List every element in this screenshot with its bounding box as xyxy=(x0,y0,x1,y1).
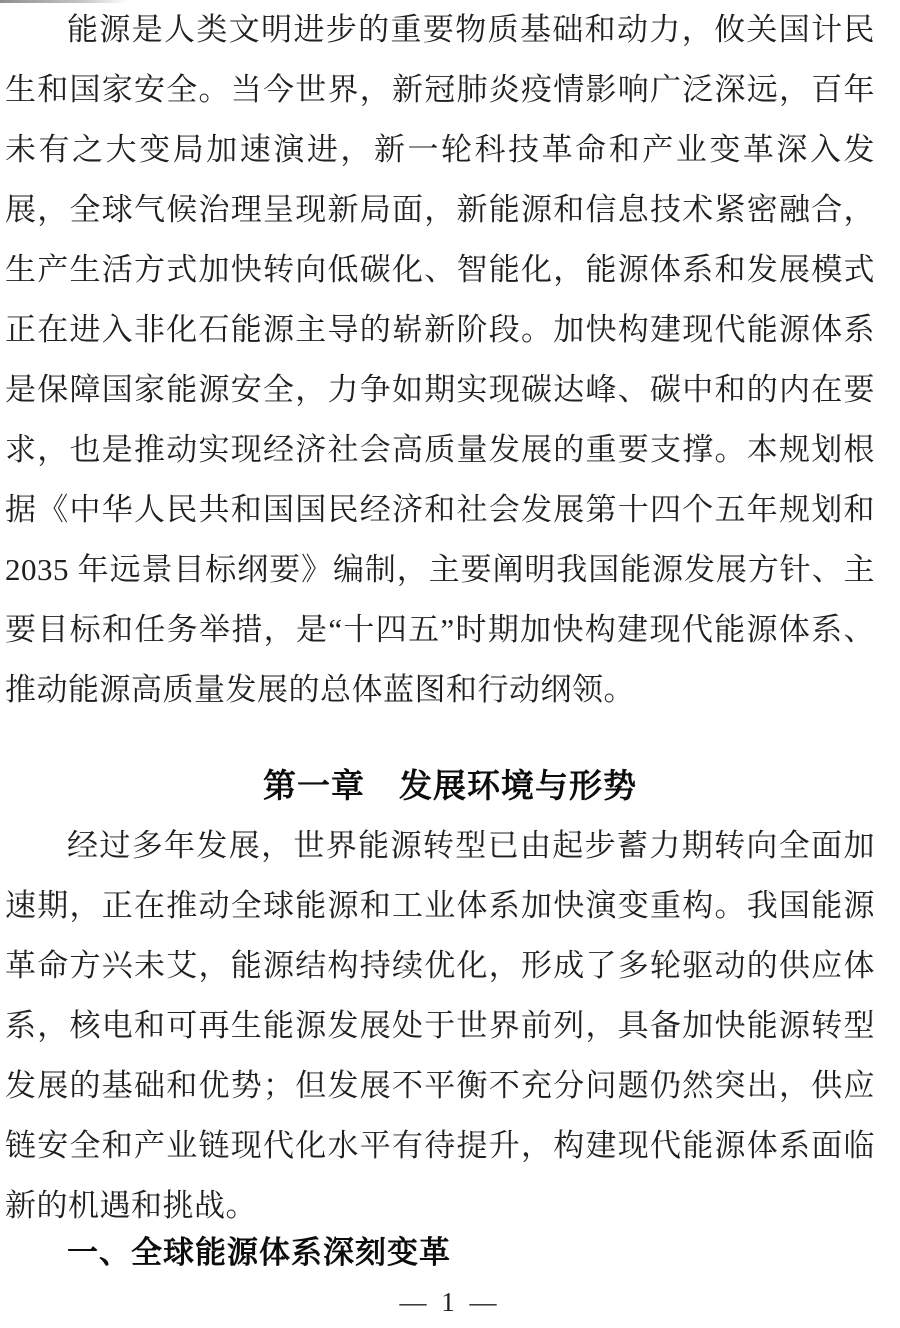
chapter-heading: 第一章 发展环境与形势 xyxy=(263,769,637,805)
chapter1-paragraph: 经过多年发展，世界能源转型已由起步蓄力期转向全面加速期，正在推动全球能源和工业体系加快演变重构。我国能源革命方兴未艾，能源结构持续优化，形成了多轮驱动的供应体系，核电和可再生能源发展处于世界前列，具备加快能源转型发展的基础和优势；但发展不平衡不充分问题仍然突出，供应链安全和产业链现代化水平有待提升，构建现代能源体系面临新的机遇和挑战。 xyxy=(5,828,875,1223)
section1-heading: 一、全球能源体系深刻变革 xyxy=(67,1235,451,1270)
intro-paragraph: 能源是人类文明进步的重要物质基础和动力，攸关国计民生和国家安全。当今世界，新冠肺炎疫情影响广泛深远，百年未有之大变局加速演进，新一轮科技革命和产业变革深入发展，全球气候治理呈现新局面，新能源和信息技术紧密融合，生产生活方式加快转向低碳化、智能化，能源体系和发展模式正在进入非化石能源主导的崭新阶段。加快构建现代能源体系是保障国家能源安全，力争如期实现碳达峰、碳中和的内在要求，也是推动实现经济社会高质量发展的重要支撑。本规划根据《中华人民共和国国民经济和社会发展第十四个五年规划和 2035 年远景目标纲要》编制，主要阐明我国能源发展方针、主要目标和任务举措，是“十四五”时期加快构建现代能源体系、推动能源高质量发展的总体蓝图和行动纲领。 xyxy=(5,12,875,707)
page-number: — 1 — xyxy=(399,1287,501,1317)
